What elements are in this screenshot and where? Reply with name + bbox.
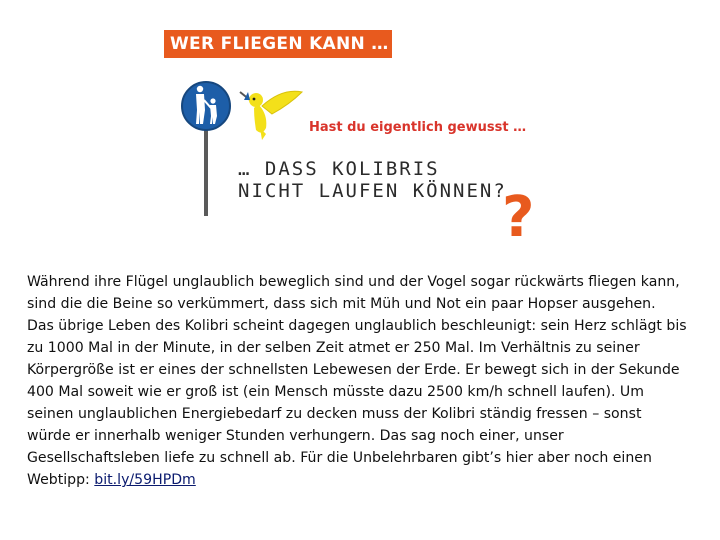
hummingbird-icon — [240, 91, 302, 140]
webtipp-link[interactable]: bit.ly/59HPDm — [94, 472, 196, 488]
sign-pole — [204, 128, 208, 216]
question-mark: ? — [502, 185, 535, 250]
paragraph-2-text: Das übrige Leben des Kolibri scheint dagegen unglaublich beschleunigt: sein Herz schlägt bis zu 1000 Mal in der Minute, in der selben Zeit atmet er 250 Mal. Im Verhältnis zu seiner Körpergröße ist er eines der schnellsten Lebewesen der Erde. Er bewegt sich in der Sekunde 400 Mal soweit wie er groß ist (ein Mensch müsste dazu 2500 km/h schnell laufen). Um seinen unglaublichen Energiebedarf zu decken muss der Kolibri ständig fressen – sonst würde er innerhalb weniger Stunden verhungern. Das sag noch einer, unser Gesellschaftsleben liefe zu schnell ab. Für die Unbelehrbaren gibt’s hier aber noch einen Webtipp: — [27, 318, 687, 488]
subtitle: Hast du eigentlich gewusst … — [309, 120, 527, 135]
paragraph-2 — [27, 315, 689, 491]
handwritten-line-1: … DASS KOLIBRIS — [238, 158, 440, 180]
paragraph-1: Während ihre Flügel unglaublich beweglich sind und der Vogel sogar rückwärts fliegen kann, sind die die Beine so verkümmert, dass sich mit Müh und Not ein paar Hopser ausgehen. — [27, 274, 680, 312]
article-body — [27, 271, 689, 491]
pedestrian-sign-icon — [182, 82, 230, 130]
banner-title: WER FLIEGEN KANN … — [164, 30, 392, 58]
handwritten-line-2: NICHT LAUFEN KÖNNEN? — [238, 180, 507, 202]
